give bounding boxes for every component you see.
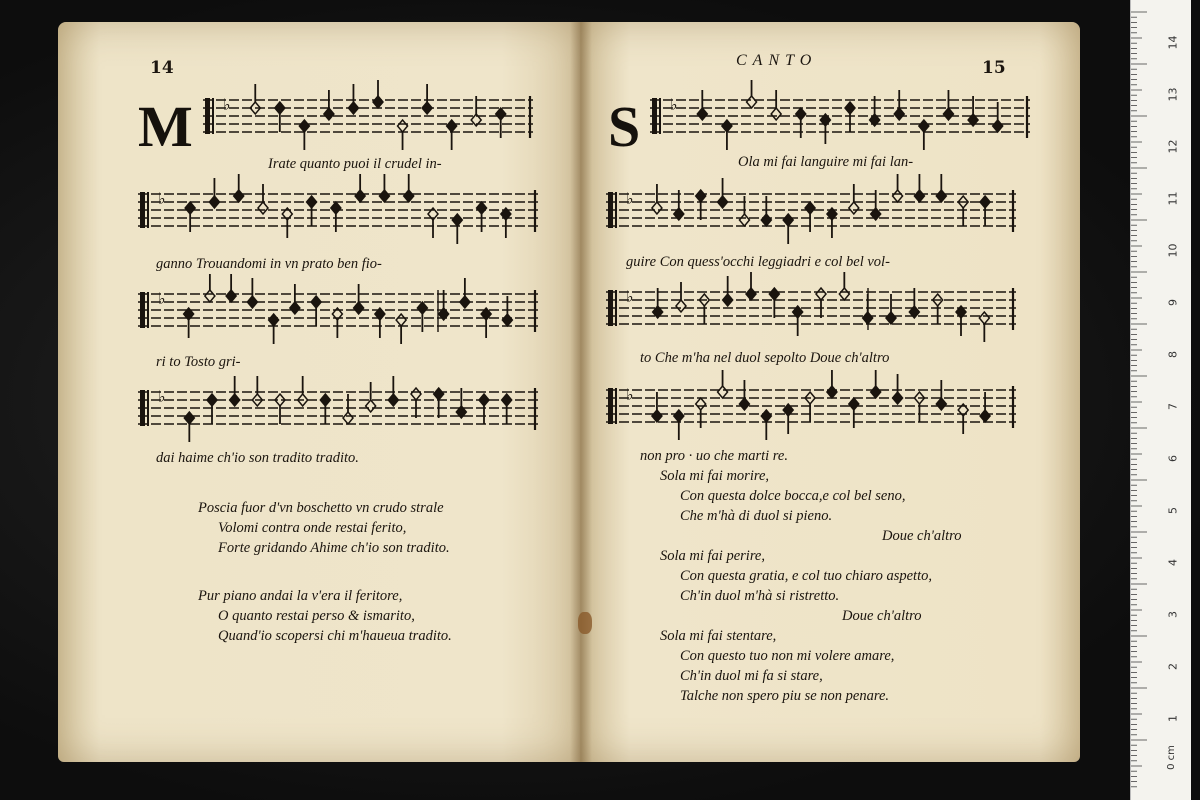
stanza-line: Con questa dolce bocca,e col bel seno, — [680, 488, 906, 504]
stanza-line: Con questo tuo non mi volere amare, — [680, 648, 895, 664]
note-glyph — [299, 120, 309, 150]
note-glyph — [723, 276, 733, 306]
stanza-line: Sola mi fai perire, — [660, 548, 765, 564]
ruler-number: 4 — [1166, 559, 1180, 566]
note-glyph — [417, 302, 427, 332]
staff-svg — [606, 174, 1016, 254]
note-glyph — [697, 90, 707, 120]
note-glyph — [849, 398, 859, 428]
ruler-number: 10 — [1166, 243, 1180, 258]
staff-svg — [203, 80, 533, 160]
ruler-number: 12 — [1166, 139, 1180, 154]
note-glyph — [226, 274, 236, 302]
note-glyph — [479, 394, 489, 424]
note-glyph — [769, 288, 779, 318]
right-lyric-3: to Che m'ha nel duol sepolto Doue ch'altro — [640, 350, 890, 366]
svg-text:♭: ♭ — [626, 189, 634, 208]
note-glyph — [805, 202, 815, 232]
note-glyph — [355, 174, 365, 202]
note-glyph — [422, 84, 432, 114]
left-page — [58, 22, 580, 762]
measurement-ruler — [1130, 0, 1191, 800]
stanza-refrain: Doue ch'altro — [842, 608, 922, 624]
left-lyric-3: ri to Tosto gri- — [156, 354, 241, 370]
note-glyph — [980, 196, 990, 226]
book-gutter — [570, 22, 592, 762]
left-staff-3 — [138, 274, 538, 354]
note-glyph — [434, 388, 444, 418]
note-glyph — [739, 380, 749, 410]
note-glyph — [185, 202, 195, 232]
note-glyph — [282, 208, 292, 238]
note-glyph — [783, 404, 793, 434]
note-glyph — [718, 178, 728, 208]
note-glyph — [871, 370, 881, 398]
left-staff-1 — [203, 80, 533, 160]
verse-line: Forte gridando Ahime ch'io son tradito. — [218, 540, 450, 556]
staff-svg — [650, 80, 1030, 160]
note-glyph — [252, 376, 262, 406]
right-staff-4 — [606, 370, 1016, 450]
ruler-ticks — [1131, 0, 1191, 800]
ruler-number: 1 — [1166, 715, 1180, 722]
note-glyph — [298, 376, 308, 406]
stanza-line: Che m'hà di duol si pieno. — [680, 508, 833, 524]
stanza-line: Sola mi fai morire, — [660, 468, 770, 484]
left-staff-2 — [138, 174, 538, 254]
note-glyph — [332, 308, 342, 338]
ruler-number: 3 — [1166, 611, 1180, 618]
note-glyph — [958, 404, 968, 434]
ruler-number: 2 — [1166, 663, 1180, 670]
note-glyph — [311, 296, 321, 326]
note-glyph — [699, 294, 709, 324]
note-glyph — [805, 392, 815, 422]
note-glyph — [761, 196, 771, 226]
verse-line: Quand'io scopersi chi m'haueua tradito. — [218, 628, 452, 644]
running-head: CANTO — [736, 52, 818, 69]
right-page-number: 15 — [982, 58, 1006, 78]
note-glyph — [366, 382, 376, 412]
note-glyph — [696, 190, 706, 220]
right-lyric-2: guire Con quess'occhi leggiadri e col bel vol- — [626, 254, 890, 270]
note-glyph — [205, 274, 215, 302]
note-glyph — [324, 90, 334, 120]
note-glyph — [247, 278, 257, 308]
note-glyph — [373, 80, 383, 108]
verse-line: O quanto restai perso & ismarito, — [218, 608, 415, 624]
ruler-number: 13 — [1166, 87, 1180, 102]
note-glyph — [375, 308, 385, 338]
note-glyph — [793, 306, 803, 336]
svg-text:♭: ♭ — [626, 385, 634, 404]
note-glyph — [354, 284, 364, 314]
note-glyph — [290, 284, 300, 314]
note-glyph — [348, 84, 358, 114]
note-glyph — [502, 394, 512, 424]
note-glyph — [269, 314, 279, 344]
left-staff-4 — [138, 372, 538, 452]
staff-svg — [138, 274, 538, 354]
left-verse-2 — [198, 586, 452, 646]
right-page — [580, 22, 1080, 762]
svg-text:♭: ♭ — [223, 95, 231, 114]
note-glyph — [839, 272, 849, 300]
svg-text:♭: ♭ — [670, 95, 678, 114]
staff-svg — [138, 372, 538, 452]
note-glyph — [184, 412, 194, 442]
ruler-number: 14 — [1166, 35, 1180, 50]
note-glyph — [761, 410, 771, 440]
note-glyph — [388, 376, 398, 406]
note-glyph — [460, 278, 470, 308]
stanza-line: Con questa gratia, e col tuo chiaro aspetto, — [680, 568, 932, 584]
right-lyric-4: non pro · uo che marti re. — [640, 448, 788, 464]
stanza-refrain: Doue ch'altro — [882, 528, 962, 544]
note-glyph — [993, 102, 1003, 132]
note-glyph — [230, 376, 240, 406]
note-glyph — [184, 308, 194, 338]
note-glyph — [275, 394, 285, 424]
note-glyph — [746, 272, 756, 300]
note-glyph — [919, 120, 929, 150]
note-glyph — [936, 174, 946, 202]
note-glyph — [502, 296, 512, 326]
note-glyph — [893, 174, 903, 202]
note-glyph — [747, 80, 757, 108]
note-glyph — [956, 306, 966, 336]
note-glyph — [379, 174, 389, 202]
note-glyph — [827, 208, 837, 238]
note-glyph — [501, 208, 511, 238]
note-glyph — [718, 370, 728, 398]
note-glyph — [958, 196, 968, 226]
right-initial-letter: S — [608, 94, 641, 159]
staff-svg — [606, 370, 1016, 450]
verse-line: Pur piano andai la v'era il feritore, — [198, 588, 403, 604]
note-glyph — [820, 114, 830, 144]
svg-text:♭: ♭ — [158, 289, 166, 308]
note-glyph — [783, 214, 793, 244]
note-glyph — [933, 294, 943, 324]
note-glyph — [696, 398, 706, 428]
ruler-number: 11 — [1166, 191, 1180, 206]
note-glyph — [275, 102, 285, 132]
stanza-line: Ch'in duol m'hà si ristretto. — [680, 588, 840, 604]
note-glyph — [739, 196, 749, 226]
stanza-line: Talche non spero piu se non penare. — [680, 688, 890, 704]
note-glyph — [943, 90, 953, 120]
ruler-unit-label: 0 cm — [1165, 745, 1177, 770]
note-glyph — [428, 208, 438, 238]
staff-svg — [606, 272, 1016, 352]
note-glyph — [674, 410, 684, 440]
note-glyph — [343, 394, 353, 424]
stanza-line: Ch'in duol mi fa si stare, — [680, 668, 823, 684]
note-glyph — [209, 178, 219, 208]
svg-text:♭: ♭ — [158, 189, 166, 208]
ruler-number: 8 — [1166, 351, 1180, 358]
note-glyph — [845, 102, 855, 132]
note-glyph — [914, 174, 924, 202]
ruler-number: 6 — [1166, 455, 1180, 462]
staff-svg — [138, 174, 538, 254]
note-glyph — [404, 174, 414, 202]
note-glyph — [477, 202, 487, 232]
note-glyph — [234, 174, 244, 202]
note-glyph — [452, 214, 462, 244]
note-glyph — [447, 120, 457, 150]
note-glyph — [827, 370, 837, 398]
ruler-number: 7 — [1166, 403, 1180, 410]
note-glyph — [894, 90, 904, 120]
left-initial-letter: M — [138, 94, 193, 159]
ruler-number: 5 — [1166, 507, 1180, 514]
left-lyric-4: dai haime ch'io son tradito tradito. — [156, 450, 359, 466]
left-page-number: 14 — [150, 58, 174, 78]
svg-text:♭: ♭ — [626, 287, 634, 306]
stanza-line: Sola mi fai stentare, — [660, 628, 777, 644]
right-staff-3 — [606, 272, 1016, 352]
note-glyph — [886, 294, 896, 324]
open-book — [58, 22, 1080, 762]
ruler-number — [1167, 0, 1180, 3]
note-glyph — [320, 394, 330, 424]
note-glyph — [980, 392, 990, 422]
note-glyph — [796, 108, 806, 138]
note-glyph — [914, 392, 924, 422]
right-staff-1 — [650, 80, 1030, 160]
note-glyph — [722, 120, 732, 150]
right-lyric-1: Ola mi fai languire mi fai lan- — [738, 154, 914, 170]
ruler-number: 9 — [1166, 299, 1180, 306]
left-lyric-1: Irate quanto puoi il crudel in- — [268, 156, 442, 172]
note-glyph — [207, 394, 217, 424]
paper-stain — [578, 612, 592, 634]
note-glyph — [331, 202, 341, 232]
verse-line: Poscia fuor d'vn boschetto vn crudo strale — [198, 500, 444, 516]
right-staff-2 — [606, 174, 1016, 254]
svg-text:♭: ♭ — [158, 387, 166, 406]
note-glyph — [652, 392, 662, 422]
note-glyph — [250, 84, 260, 114]
left-lyric-2: ganno Trouandomi in vn prato ben fio- — [156, 256, 382, 272]
verse-line: Volomi contra onde restai ferito, — [218, 520, 407, 536]
note-glyph — [481, 308, 491, 338]
left-verse-1 — [198, 498, 450, 558]
right-stanzas — [660, 466, 961, 706]
note-glyph — [936, 380, 946, 410]
note-glyph — [652, 184, 662, 214]
note-glyph — [893, 374, 903, 404]
note-glyph — [496, 108, 506, 138]
note-glyph — [307, 196, 317, 226]
